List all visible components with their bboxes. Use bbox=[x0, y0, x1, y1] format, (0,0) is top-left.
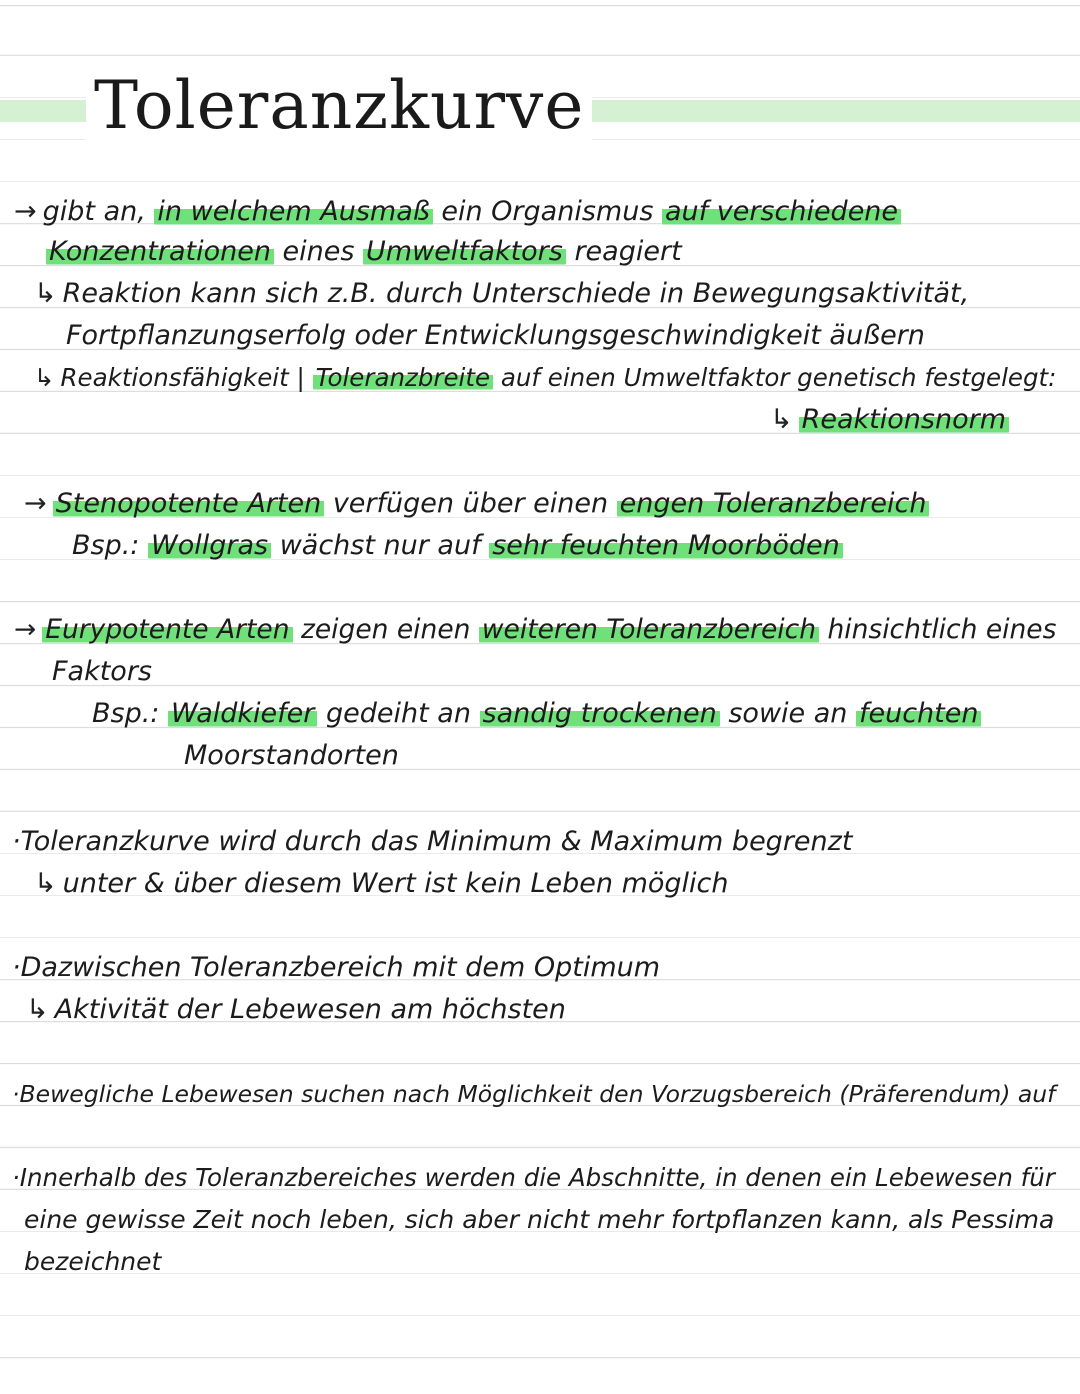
highlight: auf verschiedene bbox=[662, 196, 901, 227]
s7-line-2: eine gewisse Zeit noch leben, sich aber nicht mehr fortpflanzen kann, als Pessima bbox=[24, 1205, 1055, 1234]
s1-line-1: → gibt an, in welchem Ausmaß ein Organismus auf verschiedene bbox=[14, 192, 901, 232]
sub-arrow-icon: ↳ bbox=[34, 868, 57, 899]
highlight: sandig trockenen bbox=[480, 698, 720, 729]
s2-line-2: Bsp.: Wollgras wächst nur auf sehr feuchten Moorböden bbox=[72, 526, 843, 566]
highlight: Eurypotente Arten bbox=[42, 614, 292, 645]
highlight: feuchten bbox=[856, 698, 982, 729]
highlight: Stenopotente Arten bbox=[53, 488, 325, 519]
s1-line-2: Konzentrationen eines Umweltfaktors reagiert bbox=[46, 232, 682, 272]
page-title: Toleranzkurve bbox=[86, 66, 592, 146]
arrow-right-icon: → bbox=[14, 614, 37, 645]
sub-arrow-icon: ↳ bbox=[26, 994, 49, 1025]
highlight: engen Toleranzbereich bbox=[617, 488, 930, 519]
s7-line-1: ·Innerhalb des Toleranzbereiches werden die Abschnitte, in denen ein Lebewesen für bbox=[12, 1163, 1055, 1192]
highlight: Reaktionsnorm bbox=[799, 404, 1009, 435]
arrow-right-icon: → bbox=[14, 196, 37, 227]
s2-line-1: → Stenopotente Arten verfügen über einen engen Toleranzbereich bbox=[24, 484, 929, 524]
highlight: Wollgras bbox=[148, 530, 271, 561]
highlight: weiteren Toleranzbereich bbox=[479, 614, 819, 645]
highlight: Toleranzbreite bbox=[313, 363, 493, 392]
s6-line-1: ·Bewegliche Lebewesen suchen nach Möglichkeit den Vorzugsbereich (Präferendum) auf bbox=[12, 1080, 1056, 1108]
highlight: Umweltfaktors bbox=[363, 236, 566, 267]
s1-line-6 bbox=[770, 400, 1009, 440]
s3-line-1: → Eurypotente Arten zeigen einen weiteren Toleranzbereich hinsichtlich eines bbox=[14, 614, 1057, 645]
highlight: in welchem Ausmaß bbox=[154, 196, 432, 227]
sub-arrow-icon: ↳ bbox=[34, 278, 57, 309]
highlight: sehr feuchten Moorböden bbox=[489, 530, 843, 561]
s1-line-4: Fortpflanzungserfolg oder Entwicklungsgeschwindigkeit äußern bbox=[66, 320, 925, 351]
s4-line-2: ↳ unter & über diesem Wert ist kein Leben möglich bbox=[34, 868, 729, 899]
s3-line-3: Bsp.: Waldkiefer gedeiht an sandig trockenen sowie an feuchten bbox=[92, 694, 981, 734]
s1-line-3: ↳ Reaktion kann sich z.B. durch Unterschiede in Bewegungsaktivität, bbox=[34, 278, 970, 309]
sub-arrow-icon: ↳ bbox=[770, 404, 793, 435]
highlight: Konzentrationen bbox=[46, 236, 274, 267]
s3-line-4: Moorstandorten bbox=[184, 740, 399, 771]
s5-line-1: ·Dazwischen Toleranzbereich mit dem Optimum bbox=[12, 952, 661, 983]
arrow-right-icon: → bbox=[24, 488, 47, 519]
sub-arrow-icon: ↳ bbox=[34, 363, 55, 392]
s7-line-3: bezeichnet bbox=[24, 1247, 162, 1276]
s1-line-5: ↳ Reaktionsfähigkeit | Toleranzbreite auf einen Umweltfaktor genetisch festgelegt: bbox=[34, 363, 1057, 392]
highlight: Waldkiefer bbox=[168, 698, 317, 729]
s3-line-2: Faktors bbox=[52, 656, 152, 687]
s5-line-2: ↳ Aktivität der Lebewesen am höchsten bbox=[26, 994, 566, 1025]
s4-line-1: ·Toleranzkurve wird durch das Minimum & Maximum begrenzt bbox=[12, 826, 853, 857]
